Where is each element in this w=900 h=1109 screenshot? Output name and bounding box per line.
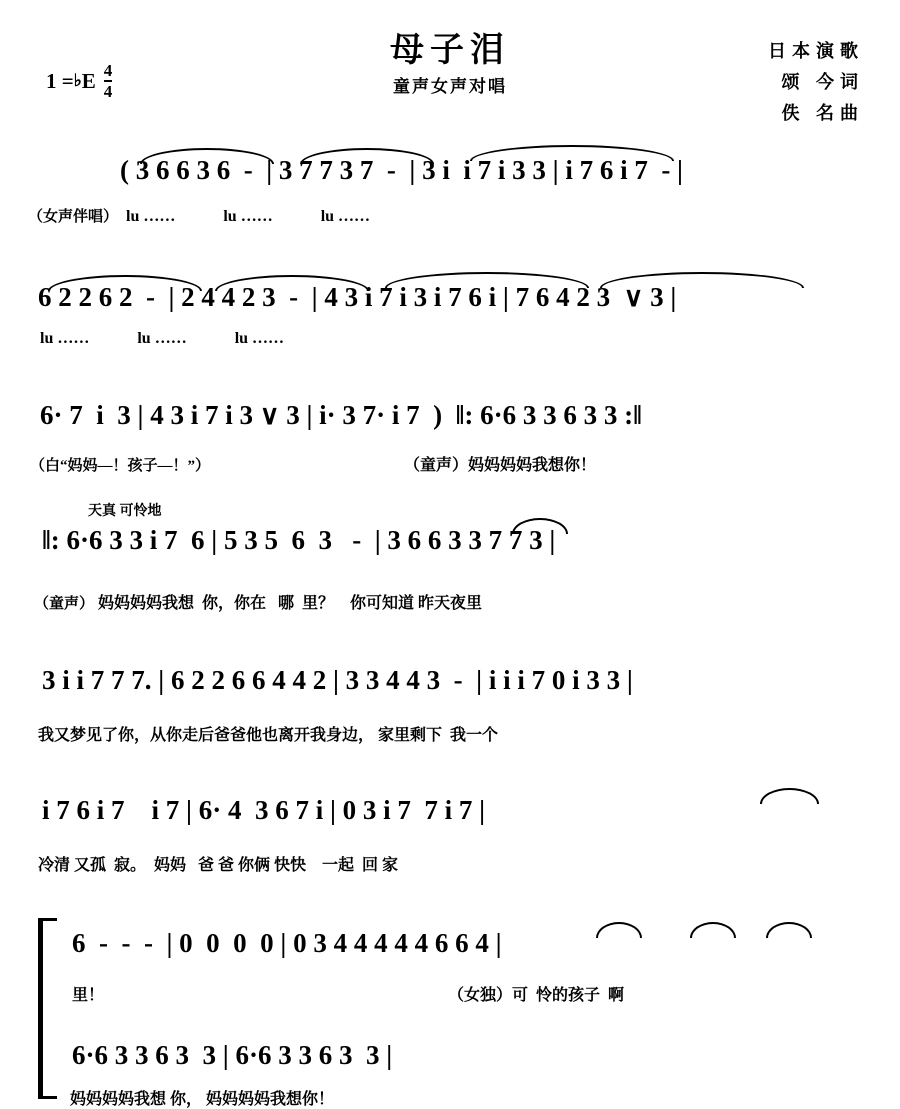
staff-line-1-lyrics: lu …… lu …… lu …… bbox=[126, 208, 371, 225]
staff-line-8-lyrics-row bbox=[0, 1086, 900, 1109]
credit-line-3: 佚 名曲 bbox=[781, 103, 864, 123]
key-label: 1 = bbox=[46, 68, 74, 93]
key-accidental: ♭ bbox=[73, 71, 82, 90]
meter-denominator: 4 bbox=[103, 82, 113, 101]
staff-line-4-notes: ‖: 6·6 3 3 i 7 6 | 5 3 5 6 3 - | 3 6 6 3 3 7 7 3 | bbox=[42, 525, 556, 555]
slur bbox=[600, 272, 804, 288]
staff-line-5-notes: 3 i i 7 7 7. | 6 2 2 6 6 4 4 2 | 3 3 4 4 3 - | i i i 7 0 i 3 3 | bbox=[42, 665, 633, 695]
staff-line-3 bbox=[0, 400, 900, 431]
staff-line-3-notes: 6· 7 i 3 | 4 3 i 7 i 3 ∨ 3 | i· 3 7· i 7 ) ‖: 6·6 3 3 6 3 3 :‖ bbox=[40, 400, 642, 430]
staff-line-2-lyrics: lu …… lu …… lu …… bbox=[40, 330, 285, 347]
staff-line-4-lyrics-left: （童声） bbox=[34, 596, 95, 612]
slur bbox=[596, 922, 642, 938]
staff-line-3-lyrics-left: （白“妈妈—！孩子—！”） bbox=[30, 458, 211, 474]
staff-line-7-lyrics-right: （女独）可 怜的孩子 啊 bbox=[448, 987, 625, 1004]
staff-line-7-lyrics-row bbox=[0, 982, 900, 1005]
staff-line-7-lyrics-left: 里！ bbox=[72, 987, 105, 1004]
key-signature bbox=[46, 62, 112, 100]
staff-line-3-lyrics-right: （童声）妈妈妈妈我想你！ bbox=[404, 457, 597, 474]
staff-line-1 bbox=[0, 155, 900, 186]
staff-line-8-notes: 6·6 3 3 6 3 3 | 6·6 3 3 6 3 3 | bbox=[72, 1040, 393, 1070]
staff-line-7-notes: 6 - - - | 0 0 0 0 | 0 3 4 4 4 4 4 6 6 4 | bbox=[72, 928, 502, 958]
slur bbox=[470, 145, 674, 161]
staff-line-4 bbox=[0, 525, 900, 556]
staff-line-7 bbox=[0, 928, 900, 959]
staff-line-8 bbox=[0, 1040, 900, 1071]
staff-line-3-lyrics-row bbox=[0, 452, 900, 475]
slur bbox=[300, 148, 434, 164]
staff-line-4-lyrics-row bbox=[0, 590, 900, 613]
slur bbox=[48, 275, 202, 291]
slur bbox=[760, 788, 819, 804]
staff-line-5-lyrics-row bbox=[0, 722, 900, 745]
staff-line-5 bbox=[0, 665, 900, 696]
slur bbox=[385, 272, 589, 288]
expression-mark: 天真 可怜地 bbox=[88, 504, 162, 519]
staff-line-6-lyrics-row bbox=[0, 852, 900, 875]
page-subtitle: 童声女声对唱 bbox=[393, 77, 507, 96]
staff-line-2-notes: 6 2 2 6 2 - | 2 4 4 2 3 - | 4 3 i 7 i 3 i 7 6 i | 7 6 4 2 3 ∨ 3 | bbox=[38, 282, 677, 312]
key-note: E bbox=[81, 68, 96, 93]
credit-line-2: 颂 今词 bbox=[781, 72, 864, 92]
staff-line-4-lyrics: 妈妈妈妈我想 你，你在 哪 里？ 你可知道 昨天夜里 bbox=[98, 595, 483, 612]
staff-line-2-lyrics-row bbox=[0, 330, 900, 348]
time-signature bbox=[104, 62, 113, 100]
page-title: 母子泪 bbox=[390, 32, 510, 69]
credits bbox=[768, 36, 864, 129]
staff-line-1-notes: ( 3 6 6 3 6 - | 3 7 7 3 7 - | 3 i i 7 i 3 3 | i 7 6 i 7 - | bbox=[120, 155, 684, 185]
staff-line-1-lyrics-left: （女声伴唱） bbox=[28, 209, 119, 225]
staff-line-1-lyrics-row bbox=[0, 205, 900, 226]
expression-mark-row bbox=[0, 500, 900, 520]
staff-line-8-lyrics: 妈妈妈妈我想 你， 妈妈妈妈我想你！ bbox=[70, 1091, 335, 1108]
slur bbox=[215, 275, 369, 291]
slur bbox=[140, 148, 274, 164]
credit-line-1: 日本演歌 bbox=[768, 41, 864, 61]
slur bbox=[512, 518, 568, 534]
slur bbox=[766, 922, 812, 938]
staff-line-6-notes: i 7 6 i 7 i 7 | 6· 4 3 6 7 i | 0 3 i 7 7 i 7 | bbox=[42, 795, 486, 825]
meter-numerator: 4 bbox=[103, 61, 113, 80]
staff-line-5-lyrics: 我又梦见了你，从你走后爸爸他也离开我身边， 家里剩下 我一个 bbox=[38, 727, 499, 744]
staff-line-6-lyrics: 冷清 又孤 寂。 妈妈 爸 爸 你俩 快快 一起 回 家 bbox=[38, 857, 399, 874]
slur bbox=[690, 922, 736, 938]
